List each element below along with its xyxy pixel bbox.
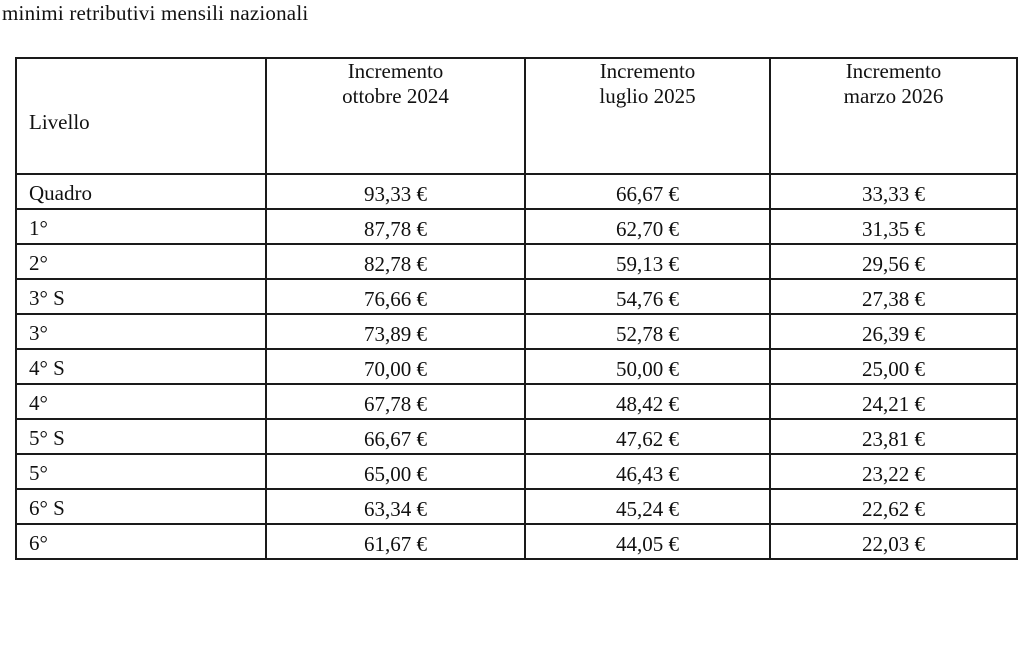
increment-value-cell: 73,89 € xyxy=(266,314,525,349)
header-label: ottobre 2024 xyxy=(342,84,449,108)
header-label: marzo 2026 xyxy=(843,84,944,108)
increment-value-cell: 48,42 € xyxy=(525,384,770,419)
increment-value-cell: 44,05 € xyxy=(525,524,770,559)
header-label: Livello xyxy=(29,109,90,134)
increment-value-cell: 59,13 € xyxy=(525,244,770,279)
header-livello xyxy=(16,58,266,174)
table-row xyxy=(16,454,1017,489)
increment-value-cell: 27,38 € xyxy=(770,279,1017,314)
level-cell: 2° xyxy=(16,244,266,279)
level-cell: 4° S xyxy=(16,349,266,384)
header-ottobre-2024 xyxy=(266,58,525,174)
increment-value-cell: 29,56 € xyxy=(770,244,1017,279)
table-body xyxy=(16,174,1017,559)
increment-value-cell: 23,22 € xyxy=(770,454,1017,489)
table-row xyxy=(16,174,1017,209)
level-cell: 5° xyxy=(16,454,266,489)
increment-value-cell: 25,00 € xyxy=(770,349,1017,384)
increment-value-cell: 22,62 € xyxy=(770,489,1017,524)
level-cell: 3° S xyxy=(16,279,266,314)
increment-value-cell: 63,34 € xyxy=(266,489,525,524)
table-row xyxy=(16,419,1017,454)
level-cell: 6° S xyxy=(16,489,266,524)
level-cell: 5° S xyxy=(16,419,266,454)
table-row xyxy=(16,244,1017,279)
table-row xyxy=(16,314,1017,349)
document-caption: minimi retributivi mensili nazionali xyxy=(2,1,309,25)
increment-value-cell: 65,00 € xyxy=(266,454,525,489)
increment-value-cell: 76,66 € xyxy=(266,279,525,314)
increment-value-cell: 23,81 € xyxy=(770,419,1017,454)
increment-value-cell: 66,67 € xyxy=(266,419,525,454)
increment-value-cell: 87,78 € xyxy=(266,209,525,244)
increment-value-cell: 22,03 € xyxy=(770,524,1017,559)
increment-value-cell: 70,00 € xyxy=(266,349,525,384)
header-label: Incremento xyxy=(347,59,444,83)
header-label: Incremento xyxy=(845,59,942,83)
table-row xyxy=(16,349,1017,384)
increment-value-cell: 54,76 € xyxy=(525,279,770,314)
increment-value-cell: 24,21 € xyxy=(770,384,1017,419)
table-row xyxy=(16,279,1017,314)
increment-value-cell: 61,67 € xyxy=(266,524,525,559)
header-label: Incremento xyxy=(599,59,696,83)
level-cell: Quadro xyxy=(16,174,266,209)
increment-value-cell: 47,62 € xyxy=(525,419,770,454)
increment-value-cell: 45,24 € xyxy=(525,489,770,524)
increment-value-cell: 93,33 € xyxy=(266,174,525,209)
table-header-row xyxy=(16,58,1017,174)
salary-increment-table xyxy=(15,57,1018,560)
increment-value-cell: 52,78 € xyxy=(525,314,770,349)
table-row xyxy=(16,489,1017,524)
increment-value-cell: 66,67 € xyxy=(525,174,770,209)
table-row xyxy=(16,209,1017,244)
level-cell: 1° xyxy=(16,209,266,244)
level-cell: 4° xyxy=(16,384,266,419)
increment-value-cell: 82,78 € xyxy=(266,244,525,279)
increment-value-cell: 33,33 € xyxy=(770,174,1017,209)
level-cell: 6° xyxy=(16,524,266,559)
table-row xyxy=(16,524,1017,559)
header-label: luglio 2025 xyxy=(599,84,696,108)
increment-value-cell: 50,00 € xyxy=(525,349,770,384)
increment-value-cell: 31,35 € xyxy=(770,209,1017,244)
table-row xyxy=(16,384,1017,419)
increment-value-cell: 46,43 € xyxy=(525,454,770,489)
header-marzo-2026 xyxy=(770,58,1017,174)
increment-value-cell: 62,70 € xyxy=(525,209,770,244)
increment-value-cell: 67,78 € xyxy=(266,384,525,419)
header-luglio-2025 xyxy=(525,58,770,174)
increment-value-cell: 26,39 € xyxy=(770,314,1017,349)
level-cell: 3° xyxy=(16,314,266,349)
